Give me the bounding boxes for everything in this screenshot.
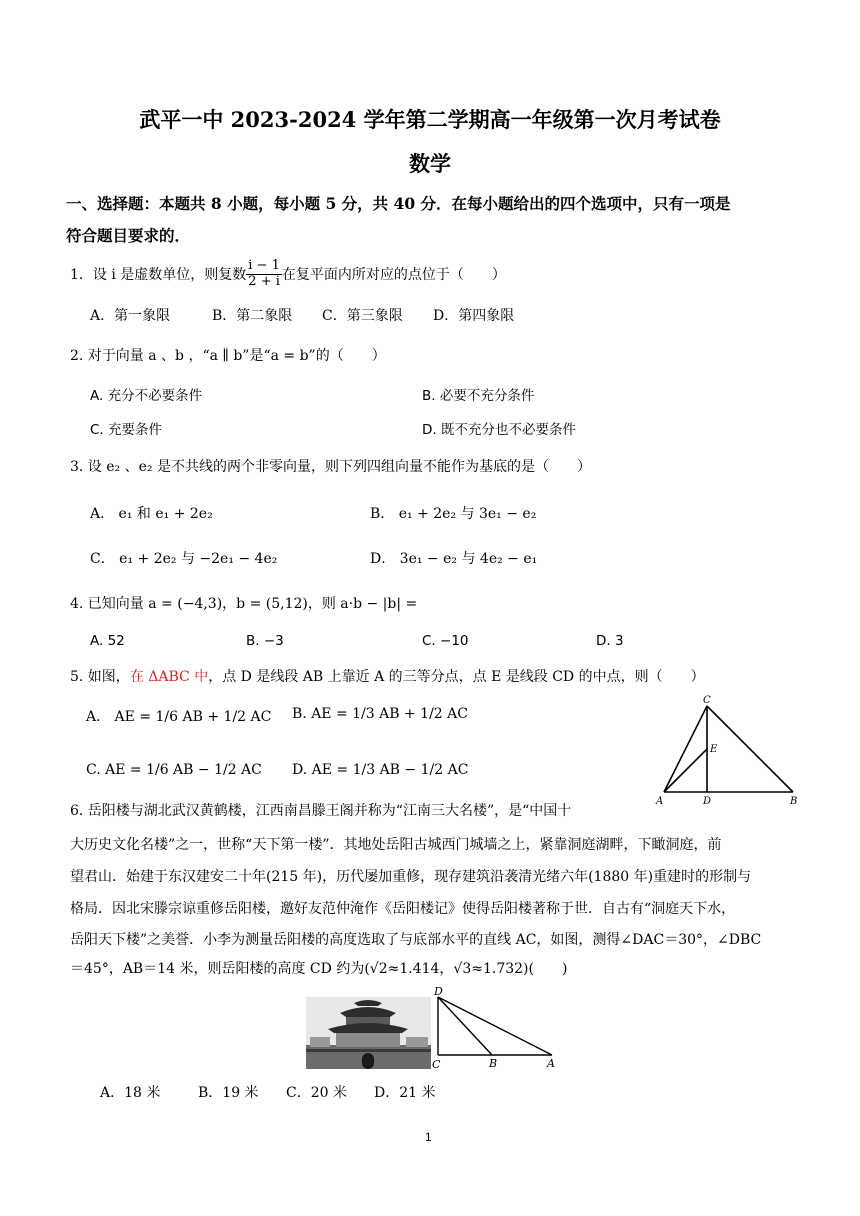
q2-option-d: D. 既不充分也不必要条件 [422,422,576,438]
q1-option-b: B．第二象限 [212,308,293,324]
exam-title: 武平一中 2023-2024 学年第二学期高一年级第一次月考试卷 [139,107,721,132]
question-6-line5: 岳阳天下楼”之美誉．小李为测量岳阳楼的高度选取了与底部水平的直线 AC，如图，测得∠DAC＝30°，∠DBC [70,932,762,948]
figure5-label-d: D [703,796,712,807]
subject-title: 数学 [409,151,451,176]
page-number: 1 [425,1130,432,1144]
question-5 [70,666,705,686]
q2-option-a: A. 充分不必要条件 [90,388,203,404]
question-5-pre: 5. 如图， [70,669,130,685]
question-3: 3. 设 e₂ 、e₂ 是不共线的两个非零向量，则下列四组向量不能作为基底的是（ ） [70,459,591,475]
question-1-fraction [246,259,282,289]
question-2: 2. 对于向量 a 、b ，“a ∥ b”是“a = b”的（ ） [70,348,386,364]
q5-option-a: A． AE = 1/6 AB + 1/2 AC [86,709,272,725]
question-6-line4: 格局．因北宋滕宗谅重修岳阳楼，邀好友范仲淹作《岳阳楼记》使得岳阳楼著称于世．自古有“洞庭天下水， [70,901,736,917]
question-6-line2: 大历史文化名楼”之一，世称“天下第一楼”．其地处岳阳古城西门城墙之上，紧靠洞庭湖畔，下瞰洞庭，前 [70,837,722,853]
question-6-line6: ＝45°，AB＝14 米，则岳阳楼的高度 CD 约为(√2≈1.414，√3≈1.732)( ) [70,961,568,977]
section-heading-line1: 一、选择题：本题共 8 小题，每小题 5 分，共 40 分．在每小题给出的四个选项中，只有一项是 [66,194,731,213]
height-measurement-figure [430,985,560,1075]
figure5-label-b: B [790,796,798,807]
question-1-pre: 1．设 i 是虚数单位，则复数 [70,267,247,283]
figure6-label-a: A [547,1057,555,1070]
yueyang-tower-photo [306,997,431,1069]
q1-option-a: A．第一象限 [90,308,171,324]
q2-option-c: C. 充要条件 [90,422,163,438]
q6-option-a: A．18 米 [100,1085,161,1101]
section-heading-line2: 符合题目要求的． [66,226,191,245]
q4-option-a: A. 52 [90,633,125,649]
triangle-abc-figure [652,692,802,808]
q3-option-c: C． e₁ + 2e₂ 与 −2e₁ − 4e₂ [90,551,278,567]
q1-option-d: D．第四象限 [433,308,515,324]
figure6-label-c: C [432,1058,441,1071]
q3-option-a: A． e₁ 和 e₁ + 2e₂ [90,506,213,522]
q5-option-c: C. AE = 1/6 AB − 1/2 AC [86,762,262,778]
question-6-line1: 6. 岳阳楼与湖北武汉黄鹤楼，江西南昌滕王阁并称为“江南三大名楼”，是“中国十 [70,803,572,819]
q6-option-d: D．21 米 [374,1085,436,1101]
q4-option-d: D. 3 [596,633,624,649]
figure5-label-e: E [710,744,718,755]
q4-option-c: C. −10 [422,633,469,649]
question-5-highlight: 在 ΔABC 中 [129,669,209,685]
question-4: 4. 已知向量 a = (−4,3)，b = (5,12)，则 a·b − |b| = [70,596,418,612]
question-5-post: ，点 D 是线段 AB 上靠近 A 的三等分点，点 E 是线段 CD 的中点，则（ ） [208,669,705,685]
q6-option-c: C．20 米 [286,1085,347,1101]
figure6-label-d: D [434,985,443,998]
q3-option-d: D． 3e₁ − e₂ 与 4e₂ − e₁ [370,551,538,567]
question-1-numerator: i − 1 [248,258,280,274]
q2-option-b: B. 必要不充分条件 [422,388,535,404]
question-1-post: 在复平面内所对应的点位于（ ） [281,267,506,283]
q5-option-d: D. AE = 1/3 AB − 1/2 AC [292,762,469,778]
question-1-denominator: 2 + i [248,273,280,289]
q6-option-b: B．19 米 [198,1085,259,1101]
q3-option-b: B． e₁ + 2e₂ 与 3e₁ − e₂ [370,506,537,522]
q4-option-b: B. −3 [246,633,284,649]
q5-option-b: B. AE = 1/3 AB + 1/2 AC [292,706,468,722]
figure5-label-c: C [703,695,711,706]
question-1 [70,256,506,292]
q1-option-c: C．第三象限 [322,308,403,324]
figure5-label-a: A [656,796,664,807]
figure6-label-b: B [489,1057,498,1070]
question-6-line3: 望君山．始建于东汉建安二十年(215 年)，历代屡加重修，现存建筑沿袭清光绪六年(1880 年)重建时的形制与 [70,869,752,885]
